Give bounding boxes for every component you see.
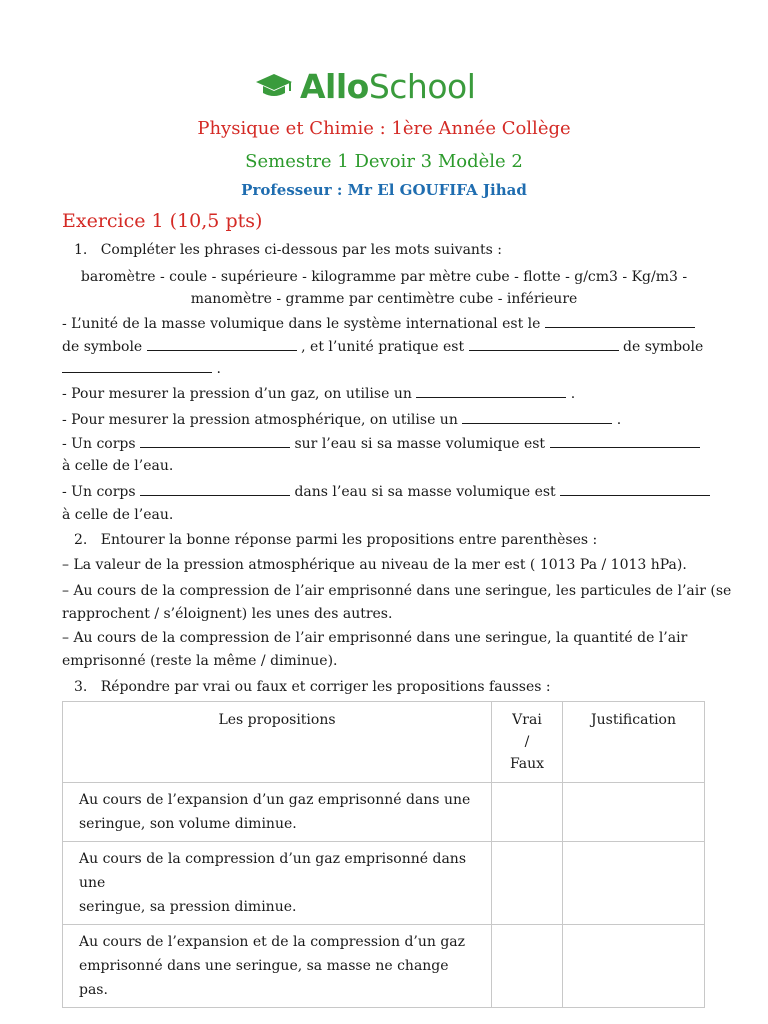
teacher-name: Professeur : Mr El GOUFIFA Jihad — [241, 181, 527, 199]
justification-cell[interactable] — [563, 925, 705, 1008]
q1-sentence-4 — [62, 436, 700, 452]
q1-sentence-3 — [62, 412, 621, 428]
q1-sentence-1c — [62, 361, 221, 377]
q1-s5-text-b: dans l’eau si sa masse volumique est — [294, 484, 556, 500]
q1-sentence-1 — [62, 316, 695, 332]
q1-s3-text: - Pour mesurer la pression atmosphérique, on utilise un — [62, 412, 458, 428]
q2-proposition-2b: rapprochent / s’éloignent) les unes des autres. — [62, 606, 393, 622]
q2-proposition-1: – La valeur de la pression atmosphérique au niveau de la mer est ( 1013 Pa / 1013 hPa). — [62, 557, 687, 573]
q1-s3-end: . — [616, 412, 622, 428]
q1-s1b-text-c: de symbole — [623, 339, 704, 355]
q2-number: 2. — [74, 532, 88, 548]
q1-sentence-5 — [62, 484, 710, 500]
vrai-faux-cell[interactable] — [492, 925, 563, 1008]
q1-words-line2: manomètre - gramme par centimètre cube - inférieure — [190, 291, 578, 307]
q3-prompt-line — [74, 679, 551, 695]
header-vrai: Vrai — [512, 712, 542, 728]
graduation-cap-icon — [254, 71, 294, 101]
answer-blank[interactable] — [560, 484, 710, 496]
table-row — [63, 842, 705, 925]
justification-cell[interactable] — [563, 783, 705, 842]
proposition-cell — [63, 925, 492, 1008]
justification-cell[interactable] — [563, 842, 705, 925]
answer-blank[interactable] — [140, 484, 290, 496]
q1-prompt-line — [74, 242, 502, 258]
q2-proposition-3a: – Au cours de la compression de l’air emprisonné dans une seringue, la quantité de l’air — [62, 630, 688, 646]
q1-s1b-text-b: , et l’unité pratique est — [301, 339, 465, 355]
header-faux: Faux — [509, 756, 545, 772]
q2-proposition-3b: emprisonné (reste la même / diminue). — [62, 653, 338, 669]
proposition-text: Au cours de la compression d’un gaz emprisonné dans une — [79, 851, 467, 891]
q1-s1-text: - L’unité de la masse volumique dans le système international est le — [62, 316, 541, 332]
alloschool-logo — [254, 66, 475, 106]
q1-s2-end: . — [570, 386, 576, 402]
answer-blank[interactable] — [416, 386, 566, 398]
answer-blank[interactable] — [545, 316, 695, 328]
proposition-cell — [63, 842, 492, 925]
logo-text-bold: Allo — [300, 66, 369, 106]
q1-s4-text-b: sur l’eau si sa masse volumique est — [294, 436, 546, 452]
q2-prompt: Entourer la bonne réponse parmi les propositions entre parenthèses : — [100, 532, 598, 548]
proposition-text: Au cours de l’expansion d’un gaz emprisonné dans une — [79, 792, 471, 808]
answer-blank[interactable] — [62, 361, 212, 373]
proposition-text: Au cours de l’expansion et de la compression d’un gaz — [79, 934, 466, 950]
q1-sentence-5b: à celle de l’eau. — [62, 507, 174, 523]
answer-blank[interactable] — [550, 436, 700, 448]
subject-title: Physique et Chimie : 1ère Année Collège — [197, 118, 571, 139]
answer-blank[interactable] — [147, 339, 297, 351]
q1-s4-text-a: - Un corps — [62, 436, 136, 452]
semester-title: Semestre 1 Devoir 3 Modèle 2 — [245, 151, 523, 172]
q1-s1c-end: . — [216, 361, 221, 377]
proposition-text: emprisonné dans une seringue, sa masse ne change pas. — [79, 958, 449, 998]
q1-number: 1. — [74, 242, 88, 258]
q3-number: 3. — [74, 679, 88, 695]
table-row — [63, 783, 705, 842]
table-header-row — [63, 702, 705, 783]
q2-proposition-2a: – Au cours de la compression de l’air emprisonné dans une seringue, les particules de l’air (se — [62, 583, 732, 599]
answer-blank[interactable] — [140, 436, 290, 448]
logo-text — [300, 67, 475, 106]
header-vrai-faux — [492, 702, 563, 783]
proposition-cell — [63, 783, 492, 842]
header-justification: Justification — [563, 702, 705, 783]
q1-sentence-4b: à celle de l’eau. — [62, 458, 174, 474]
q1-sentence-2 — [62, 386, 575, 402]
q1-words-line1: baromètre - coule - supérieure - kilogramme par mètre cube - flotte - g/cm3 - Kg/m3 - — [80, 269, 688, 285]
q1-sentence-1b — [62, 339, 703, 355]
header-propositions: Les propositions — [63, 702, 492, 783]
vrai-faux-cell[interactable] — [492, 842, 563, 925]
q1-s1b-text-a: de symbole — [62, 339, 143, 355]
header-slash: / — [524, 734, 530, 750]
proposition-text: seringue, sa pression diminue. — [79, 899, 297, 915]
table-row — [63, 925, 705, 1008]
exercise-title: Exercice 1 (10,5 pts) — [62, 210, 263, 232]
q1-s2-text: - Pour mesurer la pression d’un gaz, on utilise un — [62, 386, 412, 402]
true-false-table — [62, 701, 705, 1008]
q2-prompt-line — [74, 532, 597, 548]
logo-text-regular: School — [368, 66, 476, 106]
q1-prompt: Compléter les phrases ci-dessous par les mots suivants : — [100, 242, 502, 258]
q3-prompt: Répondre par vrai ou faux et corriger les propositions fausses : — [100, 679, 551, 695]
answer-blank[interactable] — [462, 412, 612, 424]
proposition-text: seringue, son volume diminue. — [79, 816, 297, 832]
vrai-faux-cell[interactable] — [492, 783, 563, 842]
answer-blank[interactable] — [469, 339, 619, 351]
q1-s5-text-a: - Un corps — [62, 484, 136, 500]
